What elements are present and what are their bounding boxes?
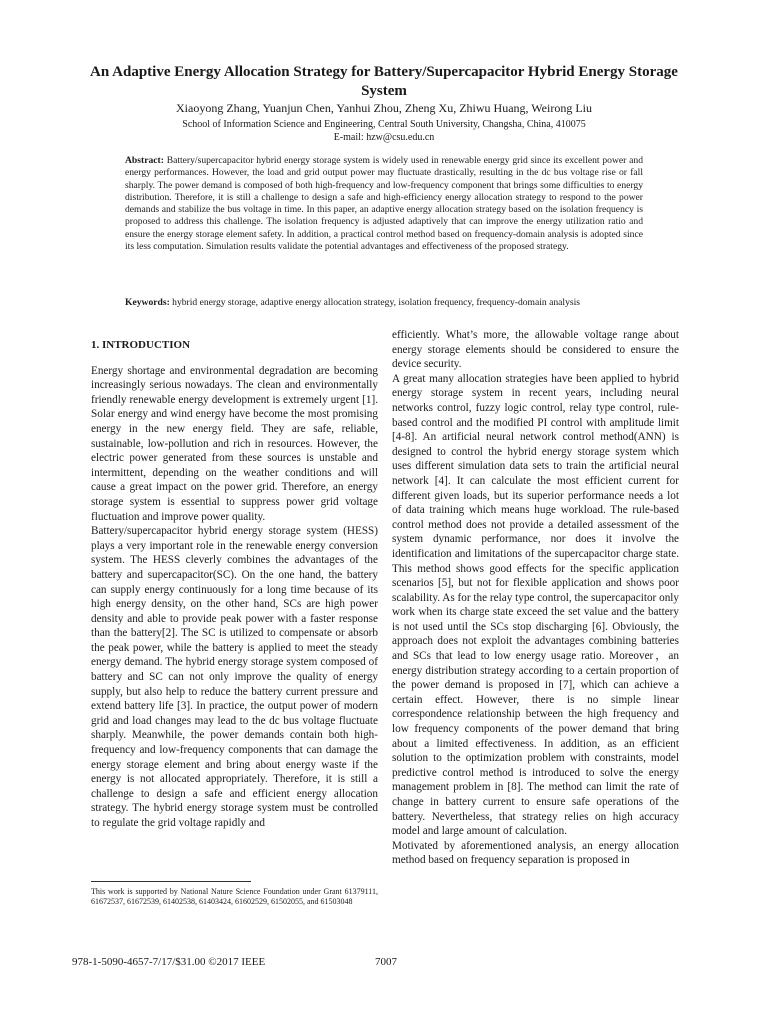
paragraph: Energy shortage and environmental degradation are becoming increasingly serious nowadays. The clean and environmentally friendly renewable energy development is extremely urgent [1]. Solar energy and wind energy have become the most promising energy in the new energy field. They are safe, reliable, sustainable, low-pollution and rich in resources. However, the electric power generated from these sources is unstable and intermittent, depending on the weather conditions and will cause a great impact on the power grid. Therefore, an energy storage system is essential to suppress power grid voltage fluctuation and improve power quality. xyxy=(91,364,378,523)
paper-title: An Adaptive Energy Allocation Strategy for Battery/Supercapacitor Hybrid Energy Storage System xyxy=(90,64,678,99)
footnote: This work is supported by National Nature Science Foundation under Grant 61379111, 61672537, 61672539, 61402538, 61403424, 61602529, 61502055, and 61503048 xyxy=(91,887,378,906)
footer-isbn: 978-1-5090-4657-7/17/$31.00 ©2017 IEEE xyxy=(72,956,266,968)
author-list: Xiaoyong Zhang, Yuanjun Chen, Yanhui Zhou, Zheng Xu, Zhiwu Huang, Weirong Liu xyxy=(176,101,592,115)
affiliation: School of Information Science and Engineering, Central South University, Changsha, China, 410075 xyxy=(182,119,586,130)
footnote-rule xyxy=(91,881,251,882)
keywords-label: Keywords: xyxy=(125,297,170,308)
section-heading: 1. INTRODUCTION xyxy=(91,339,191,351)
paragraph: efficiently. What’s more, the allowable voltage range about energy storage elements should be considered to ensure the device security. xyxy=(392,329,679,371)
abstract-label: Abstract: xyxy=(125,155,164,166)
left-column xyxy=(91,328,378,831)
page-number: 7007 xyxy=(375,956,397,968)
abstract xyxy=(125,155,643,253)
keywords-text: hybrid energy storage, adaptive energy allocation strategy, isolation frequency, frequency-domain analysis xyxy=(169,297,581,308)
paragraph: Motivated by aforementioned analysis, an energy allocation method based on frequency separation is proposed in xyxy=(392,839,679,867)
right-column xyxy=(392,328,679,868)
paragraph: Battery/supercapacitor hybrid energy storage system (HESS) plays a very important role in the renewable energy conversion system. The HESS cleverly combines the advantages of the battery and supercapacitor(SC). On the one hand, the battery can supply energy continuously for a long time because of its high energy density, on the other hand, SCs are high power density and able to provide peak power with a faster response than the battery[2]. The SC is utilized to compensate or absorb the peak power, while the battery is applied to meet the steady energy demand. The hybrid energy storage system composed of battery and SC can not only improve the quality of energy supply, but also help to reduce the battery current pressure and extend battery life [3]. In practice, the output power of modern grid and load changes may lead to the dc bus voltage fluctuate sharply. Meanwhile, the power demands contain both high-frequency and low-frequency components that can damage the energy storage element and bring about energy waste if the energy is not allocated appropriately. Therefore, it is still a challenge to design a safe and efficient energy allocation strategy. The hybrid energy storage system must be controlled to regulate the grid voltage rapidly and xyxy=(91,525,378,829)
paragraph: A great many allocation strategies have been applied to hybrid energy storage system in recent years, including neural networks control, fuzzy logic control, relay type control, rule-based control and the modified PI control with amplitude limit [4-8]. An artificial neural network control method(ANN) is designed to control the hybrid energy storage system which uses different simulation data sets to train the artificial neural network [4]. It can calculate the most efficient current for different given loads, but its superior performance needs a lot of data training which means huge workload. The rule-based control method does not provide a detailed assessment of the system dynamic performance, nor does it involve the identification and limitations of the supercapacitor charge state. This method shows good effects for the specific application scenarios [5], but not for flexible application and shows poor scalability. As for the relay type control, the supercapacitor only work when its charge state exceed the set value and the battery is not used until the SCs stop discharging [6]. Obviously, the approach does not exploit the advantages combining batteries and SCs that lead to low energy usage ratio. Moreover，an energy distribution strategy according to a certain proportion of the power demand is proposed in [7], which can achieve a certain effect. However, there is no simple linear correspondence relationship between the high frequency and low frequency components of the power demand that bring about a limited effectiveness. In addition, as an efficient solution to the optimization problem with constraints, model predictive control method is introduced to solve the energy management problem in [8]. The method can limit the rate of change in battery current to ensure safe operations of the battery. Nevertheless, that strategy relies on high accuracy model and large amount of calculation. xyxy=(392,372,679,838)
email: E-mail: hzw@csu.edu.cn xyxy=(333,132,435,143)
keywords xyxy=(125,297,685,308)
abstract-text: Battery/supercapacitor hybrid energy storage system is widely used in renewable energy grid since its excellent power and energy performances. However, the load and grid output power may fluctuate drastically, resulting in the dc bus voltage rise or fall sharply. The power demand is composed of both high-frequency and low-frequency component that brings some difficulties to energy distribution. Therefore, it is still a challenge to design a safe and high-efficiency energy allocation strategy to respond to the power demands and stabilize the bus voltage in time. In this paper, an adaptive energy allocation strategy based on the isolation frequency is proposed to address this challenge. The isolation frequency is adjusted adaptively that can improve the energy utilization ratio and ensure the energy storage element safety. In addition, a practical control method based on frequency-domain analysis is adopted since its less computation. Simulation results validate the potential advantages and effectiveness of the proposed strategy. xyxy=(125,155,643,253)
